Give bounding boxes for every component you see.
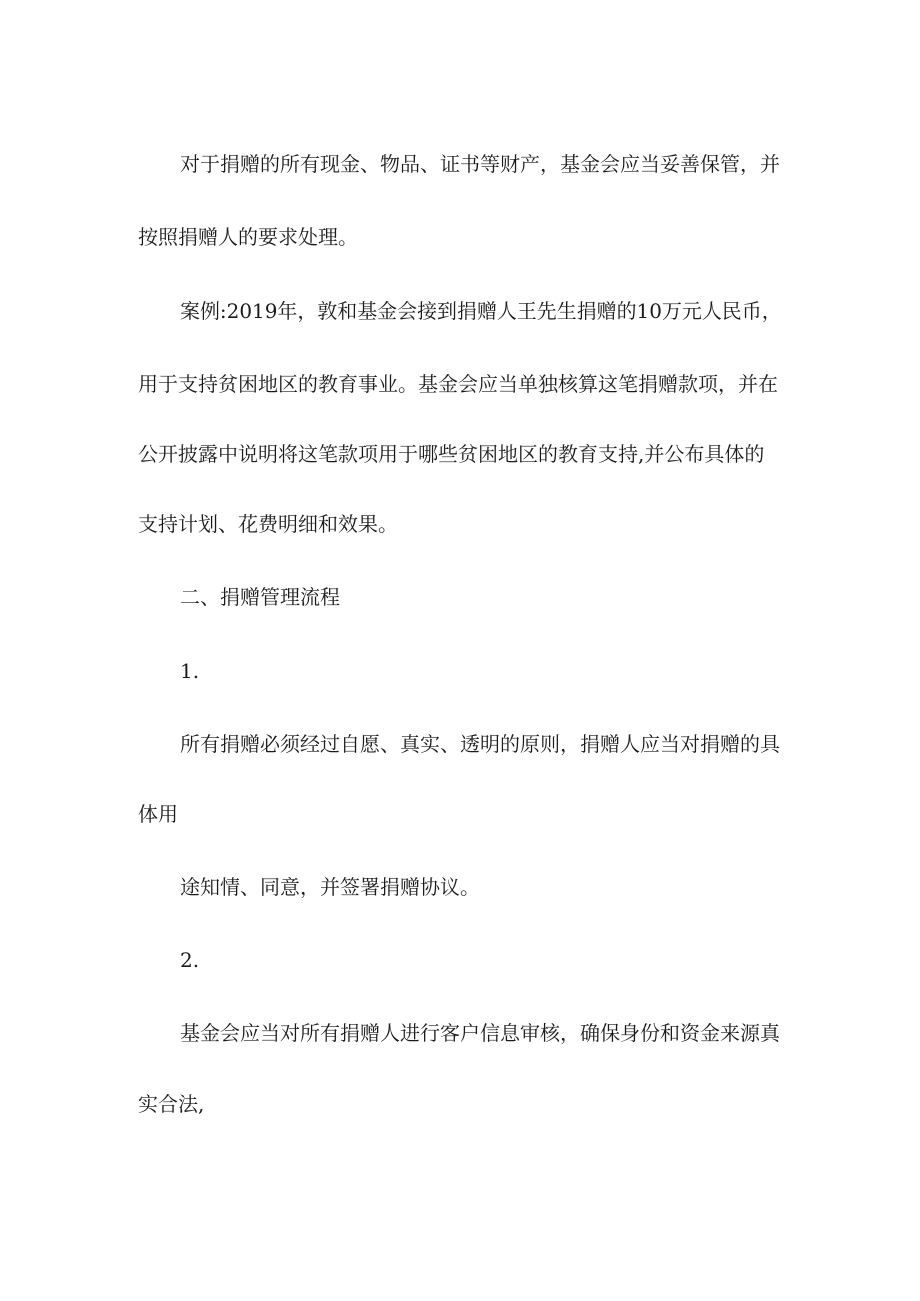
section-heading: 二、捐赠管理流程 bbox=[180, 585, 340, 609]
paragraph-2-line-2: 用于支持贫困地区的教育事业。基金会应当单独核算这笔捐赠款项，并在 bbox=[138, 372, 778, 396]
item-1-line-3: 途知情、同意，并签署捐赠协议。 bbox=[180, 875, 480, 899]
item-2-line-1: 基金会应当对所有捐赠人进行客户信息审核，确保身份和资金来源真 bbox=[180, 1021, 780, 1045]
item-2-number: 2. bbox=[180, 948, 200, 972]
item-2-line-2: 实合法, bbox=[138, 1092, 205, 1116]
paragraph-2-line-4: 支持计划、花费明细和效果。 bbox=[138, 512, 398, 536]
paragraph-2-line-3: 公开披露中说明将这笔款项用于哪些贫困地区的教育支持,并公布具体的 bbox=[138, 442, 765, 466]
item-1-line-2: 体用 bbox=[138, 802, 178, 826]
paragraph-2-line-1: 案例:2019年，敦和基金会接到捐赠人王先生捐赠的10万元人民币， bbox=[180, 299, 782, 323]
paragraph-1-line-2: 按照捐赠人的要求处理。 bbox=[138, 225, 358, 249]
item-1-line-1: 所有捐赠必须经过自愿、真实、透明的原则，捐赠人应当对捐赠的具 bbox=[180, 732, 780, 756]
item-1-number: 1. bbox=[180, 659, 200, 683]
paragraph-1-line-1: 对于捐赠的所有现金、物品、证书等财产，基金会应当妥善保管，并 bbox=[180, 152, 780, 176]
